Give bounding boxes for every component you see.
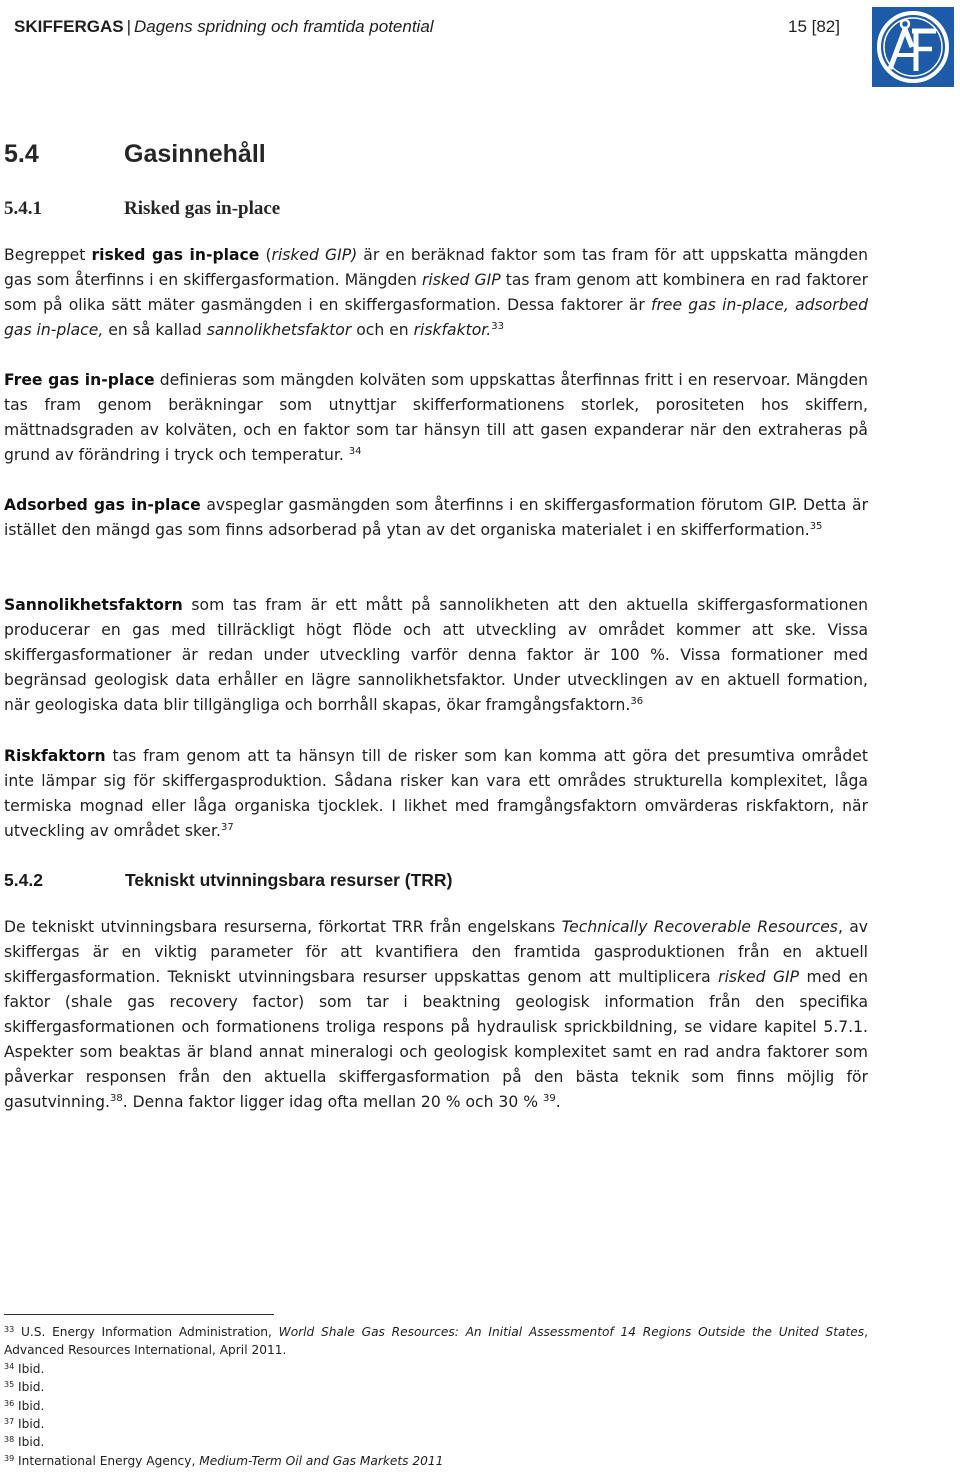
footnote-number: 35 [4, 1380, 15, 1390]
footnote-ref[interactable]: 37 [220, 822, 234, 833]
subsection-heading-risked-gip [4, 198, 280, 220]
footnote-39 [4, 1452, 868, 1470]
term-sannolikhetsfaktor: sannolikhetsfaktor [206, 321, 352, 339]
text: är en beräknad faktor som tas fram för att uppskatta mängden gas som återfinns i en skiffergasformation. Mängden [4, 246, 868, 289]
footnote-ref[interactable]: 34 [348, 446, 362, 457]
footnote-35 [4, 1378, 868, 1396]
paragraph-trr [4, 915, 868, 1115]
af-logo-icon [872, 7, 954, 87]
term-riskfaktor: riskfaktor. [413, 321, 492, 339]
text: en så kallad [103, 321, 207, 339]
footnote-ref[interactable]: 38 [109, 1093, 123, 1104]
paragraph-free-gas-in-place [4, 368, 868, 468]
footnotes [4, 1323, 868, 1470]
footnote-divider [4, 1314, 274, 1315]
text: tas fram genom att kombinera en rad faktorer som på olika sätt mäter gasmängden i en skiffergasformation. Dessa faktorer är [4, 271, 869, 314]
footnote-number: 36 [4, 1398, 15, 1408]
header-separator: | [126, 17, 131, 36]
text: . [555, 1093, 561, 1111]
text: definieras som mängden kolväten som uppskattas återfinnas fritt i en reservoar. Mängden tas fram genom beräkningar som utnyttjar skifferformationens storlek, porositeten hos skiffern, mättnadsgraden av kolväten, och en faktor som tar hänsyn till att gasen expanderar när den extraheras på grund av förändring i tryck och temperatur. [4, 371, 868, 464]
footnote-text: Ibid. [14, 1380, 45, 1395]
text: . Denna faktor ligger idag ofta mellan 20 % och 30 % [122, 1093, 544, 1111]
footnote-text: U.S. Energy Information Administration, [14, 1325, 279, 1339]
footnote-text: International Energy Agency, [14, 1453, 200, 1468]
footnote-text: Ibid. [14, 1417, 45, 1432]
paragraph-sannolikhetsfaktorn [4, 593, 868, 718]
footnote-number: 38 [4, 1435, 15, 1445]
subsection-title: Tekniskt utvinningsbara resurser (TRR) [125, 870, 453, 890]
paragraph-adsorbed-gas-in-place [4, 493, 868, 543]
footnote-source-title: Medium-Term Oil and Gas Markets 2011 [199, 1453, 444, 1468]
term-technically-recoverable-resources: Technically Recoverable Resources [561, 918, 838, 936]
term-risked-gip: risked GIP [718, 968, 800, 986]
text: , av skiffergas är en viktig parameter för att kvantifiera den framtida gasproduktionen från en aktuell skiffergasformation. Tekniskt utvinningsbara resurser uppskattas genom att multiplicera [4, 918, 868, 986]
text: som tas fram är ett mått på sannolikheten att den aktuella skiffergasformationen producerar en gas med tillräckligt högt flöde och att utveckling av området kommer att ske. Vissa skiffergasformationer är redan under utveckling varför denna faktor är 100 %. Vissa formationer med begränsad geologisk data erhåller en lägre sannolikhetsfaktor. Under utvecklingen av en aktuell formation, när geologiska data blir tillgängliga och borrhåll skapas, ökar framgångsfaktorn. [4, 596, 868, 714]
footnote-ref[interactable]: 36 [630, 696, 644, 707]
document-title: SKIFFERGAS [14, 17, 124, 36]
text: tas fram genom att ta hänsyn till de risker som kan komma att göra det presumtiva området inte lämpar sig för skiffergasproduktion. Sådana risker kan vara ett områdes strukturella komplexitet, låga termiska mognad eller låga organiska tjocklek. I likhet med framgångsfaktorn omvärderas riskfaktorn, när utveckling av området sker. [4, 747, 868, 840]
subsection-heading-trr [4, 870, 452, 891]
footnote-ref[interactable]: 33 [491, 321, 504, 332]
footnote-ref[interactable]: 35 [809, 521, 823, 532]
footnote-number: 39 [4, 1453, 15, 1463]
footnote-33 [4, 1323, 868, 1360]
term-risked-gip: risked GIP [422, 271, 501, 289]
term-gas-in-place: free gas in-place, adsorbed gas in-place, [4, 296, 869, 339]
term-sannolikhetsfaktorn: Sannolikhetsfaktorn [4, 596, 183, 614]
footnote-text: Ibid. [14, 1361, 45, 1376]
term-risked-gas-in-place: risked gas in-place [91, 246, 260, 264]
af-logo [872, 7, 954, 87]
footnote-37 [4, 1415, 868, 1433]
subsection-number: 5.4.2 [4, 870, 43, 890]
footnote-number: 33 [4, 1325, 15, 1334]
text: ( [259, 246, 272, 264]
text: och en [351, 321, 414, 339]
footnote-text: Ibid. [14, 1435, 45, 1450]
document-subtitle: Dagens spridning och framtida potential [133, 17, 434, 36]
section-title: Gasinnehåll [124, 140, 266, 168]
footnote-text: , Advanced Resources International, April 2011. [4, 1325, 868, 1358]
page-number: 15 [82] [788, 17, 840, 36]
footnote-number: 37 [4, 1417, 15, 1427]
section-heading [4, 140, 266, 169]
term-adsorbed-gas-in-place: Adsorbed gas in-place [4, 496, 201, 514]
term-riskfaktorn: Riskfaktorn [4, 747, 106, 765]
footnote-38 [4, 1433, 868, 1451]
footnote-text: Ibid. [14, 1398, 45, 1413]
term-risked-gip: risked GIP) [271, 246, 358, 264]
page-header [14, 17, 844, 37]
subsection-title: Risked gas in-place [124, 198, 281, 219]
section-number: 5.4 [4, 140, 39, 168]
paragraph-riskfaktorn [4, 744, 868, 844]
subsection-number: 5.4.1 [4, 198, 42, 219]
text: De tekniskt utvinningsbara resurserna, förkortat TRR från engelskans [4, 918, 562, 936]
footnote-ref[interactable]: 39 [543, 1093, 556, 1104]
footnote-number: 34 [4, 1361, 15, 1371]
footnote-34 [4, 1360, 868, 1378]
footnote-36 [4, 1397, 868, 1415]
text: avspeglar gasmängden som återfinns i en skiffergasformation förutom GIP. Detta är istället den mängd gas som finns adsorberad på ytan av det organiska materialet i en skifferformation. [4, 496, 868, 539]
text: Begreppet [4, 246, 92, 264]
paragraph-risked-gas-in-place [4, 243, 868, 343]
footnote-source-title: World Shale Gas Resources: An Initial Assessmentof 14 Regions Outside the United States [278, 1325, 865, 1339]
term-free-gas-in-place: Free gas in-place [4, 371, 155, 389]
text: med en faktor (shale gas recovery factor) som tar i beaktning geologisk information från den specifika skiffergasformationen och formationens troliga respons på hydraulisk sprickbildning, se vidare kapitel 5.7.1. Aspekter som beaktas är bland annat mineralogi och geologisk komplexitet samt en rad andra faktorer som påverkar responsen från den aktuella skiffergasformation på den bästa teknik som finns möjlig för gasutvinning. [4, 968, 869, 1111]
